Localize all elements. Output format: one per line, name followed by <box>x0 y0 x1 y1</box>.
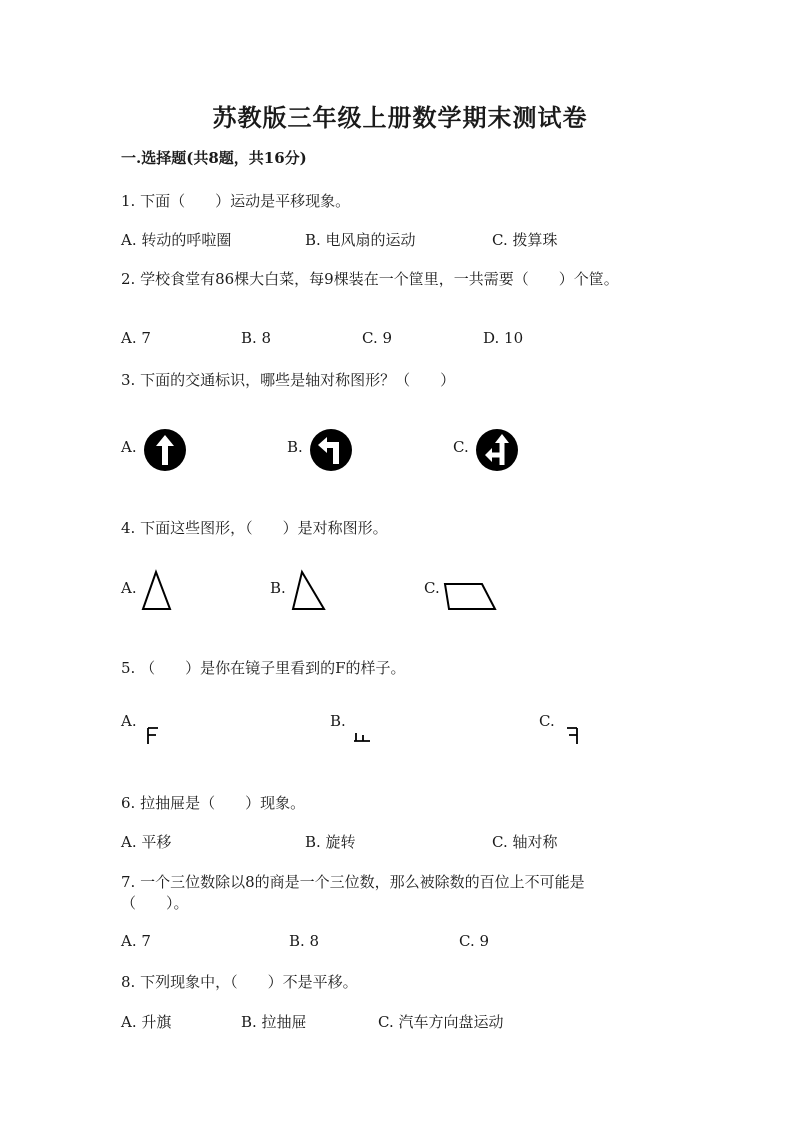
question-8-option-a: A. 升旗 <box>121 1013 172 1031</box>
question-4-option-a: A. <box>121 579 137 597</box>
question-1-option-c: C. 拨算珠 <box>492 231 558 249</box>
question-2-option-a: A. 7 <box>121 329 151 347</box>
page-title: 苏教版三年级上册数学期末测试卷 <box>212 103 588 132</box>
question-6-text: 6. 拉抽屉是（ ）现象。 <box>121 794 306 812</box>
question-4-text: 4. 下面这些图形，（ ）是对称图形。 <box>121 519 388 537</box>
question-8-option-b: B. 拉抽屉 <box>241 1013 307 1031</box>
question-3-option-c: C. <box>453 438 469 456</box>
question-7-option-b: B. 8 <box>289 932 320 950</box>
question-2-text: 2. 学校食堂有86棵大白菜，每9棵装在一个筐里，一共需要（ ）个筐。 <box>121 270 619 288</box>
question-2-option-c: C. 9 <box>362 329 393 347</box>
question-3-option-b: B. <box>287 438 303 456</box>
arrow-turn-left-sign-icon <box>309 428 353 472</box>
question-7-text-line1: 7. 一个三位数除以8的商是一个三位数，那么被除数的百位上不可能是 <box>121 873 585 891</box>
trapezoid-icon <box>442 581 498 613</box>
question-6-option-c: C. 轴对称 <box>492 833 558 851</box>
question-4-option-b: B. <box>270 579 286 597</box>
letter-f-mirrored-icon <box>563 726 581 746</box>
question-3-option-a: A. <box>121 438 137 456</box>
question-7-option-a: A. 7 <box>121 932 151 950</box>
question-5-text: 5. （ ）是你在镜子里看到的F的样子。 <box>121 659 406 677</box>
question-1-option-b: B. 电风扇的运动 <box>305 231 416 249</box>
question-1-option-a: A. 转动的呼啦圈 <box>121 231 232 249</box>
question-8-option-c: C. 汽车方向盘运动 <box>378 1013 504 1031</box>
question-5-option-a: A. <box>121 712 137 730</box>
question-5-option-c: C. <box>539 712 555 730</box>
question-1-text: 1. 下面（ ）运动是平移现象。 <box>121 192 351 210</box>
arrow-straight-or-left-sign-icon <box>475 428 519 472</box>
scalene-triangle-icon <box>290 569 328 613</box>
question-5-option-b: B. <box>330 712 346 730</box>
isosceles-triangle-icon <box>140 569 174 613</box>
letter-f-rotated-icon <box>352 728 372 744</box>
question-2-option-d: D. 10 <box>483 329 524 347</box>
question-6-option-b: B. 旋转 <box>305 833 356 851</box>
question-7-option-c: C. 9 <box>459 932 490 950</box>
question-7-text-line2: （ ）。 <box>121 894 189 912</box>
question-8-text: 8. 下列现象中，（ ）不是平移。 <box>121 973 358 991</box>
arrow-straight-sign-icon <box>143 428 187 472</box>
letter-f-icon <box>145 726 163 746</box>
question-2-option-b: B. 8 <box>241 329 272 347</box>
question-4-option-c: C. <box>424 579 440 597</box>
question-3-text: 3. 下面的交通标识，哪些是轴对称图形？（ ） <box>121 371 456 389</box>
question-6-option-a: A. 平移 <box>121 833 172 851</box>
section-heading: 一.选择题(共8题，共16分) <box>121 149 307 167</box>
